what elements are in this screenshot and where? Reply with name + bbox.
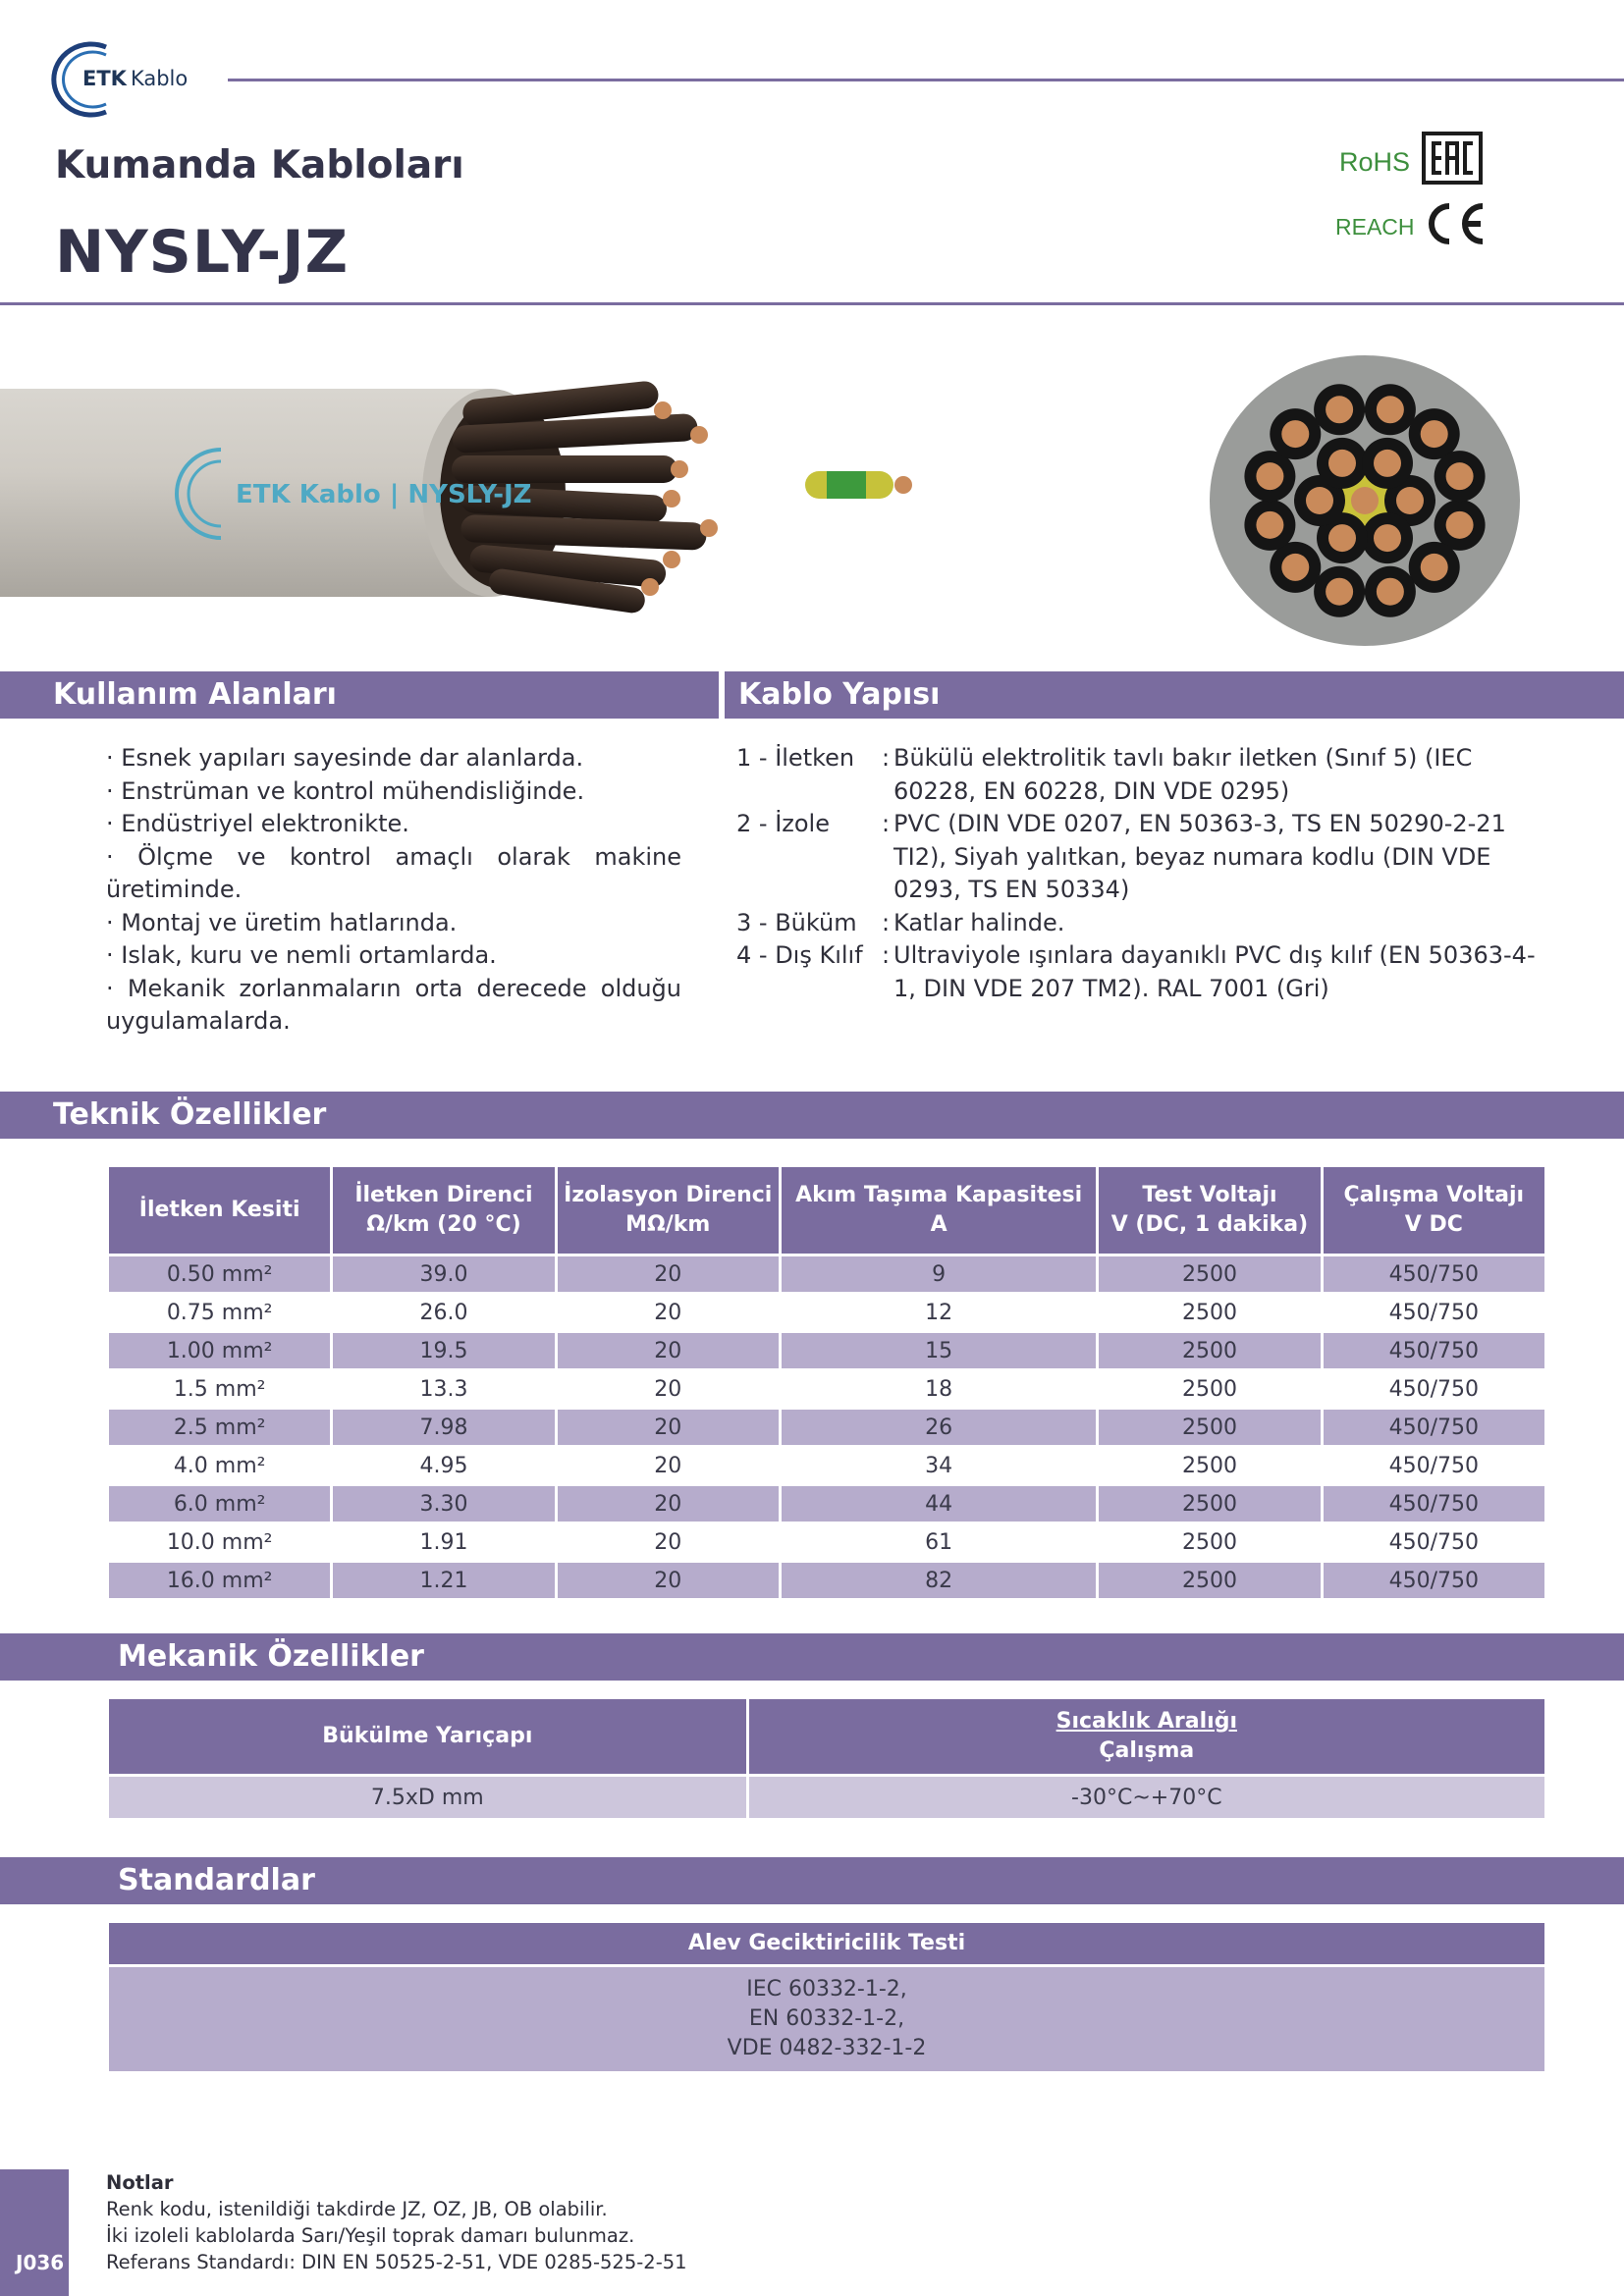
page-code: J036 <box>16 2251 65 2274</box>
table-cell: 26 <box>782 1410 1096 1445</box>
eac-mark-icon <box>1422 132 1483 185</box>
core-conductor <box>1256 462 1283 490</box>
structure-value: Ultraviyole ışınlara dayanıklı PVC dış kılıf (EN 50363-4-1, DIN VDE 207 TM2). RAL 7001 (Gri) <box>893 941 1536 1002</box>
table-cell: 10.0 mm² <box>109 1524 330 1560</box>
temperature-header: Sıcaklık Aralığı Çalışma <box>749 1699 1544 1774</box>
ce-mark-icon <box>1420 198 1489 249</box>
core-conductor <box>1326 396 1353 423</box>
table-row <box>109 1295 1544 1330</box>
table-header: İzolasyon Direnci MΩ/km <box>558 1167 779 1254</box>
notes-title: Notlar <box>106 2171 174 2194</box>
core-conductor <box>1421 554 1448 581</box>
table-cell: 4.0 mm² <box>109 1448 330 1483</box>
table-cell: 2.5 mm² <box>109 1410 330 1445</box>
usage-item: · Endüstriyel elektronikte. <box>106 810 409 837</box>
table-cell: 6.0 mm² <box>109 1486 330 1522</box>
table-cell: 20 <box>558 1256 779 1292</box>
usage-section-header: Kullanım Alanları <box>0 671 719 719</box>
table-cell: 1.21 <box>333 1563 554 1598</box>
cable-print-text: ETK Kablo | NYSLY-JZ <box>236 480 532 509</box>
core-conductor <box>1377 578 1404 606</box>
structure-label: 4 - Dış Kılıf <box>736 941 863 969</box>
table-cell: 20 <box>558 1563 779 1598</box>
table-cell: 1.00 mm² <box>109 1333 330 1368</box>
bend-radius-header: Bükülme Yarıçapı <box>109 1699 746 1774</box>
table-cell: 2500 <box>1099 1563 1320 1598</box>
technical-section-header: Teknik Özellikler <box>0 1092 1624 1139</box>
category-title: Kumanda Kabloları <box>55 143 464 187</box>
standards-section-header: Standardlar <box>0 1857 1624 1904</box>
table-cell: 1.91 <box>333 1524 554 1560</box>
table-cell: 20 <box>558 1448 779 1483</box>
table-row <box>109 1371 1544 1407</box>
table-row <box>109 1448 1544 1483</box>
usage-item: · Enstrüman ve kontrol mühendisliğinde. <box>106 776 585 805</box>
usage-item: · Ölçme ve kontrol amaçlı olarak makine üretiminde. <box>106 842 681 903</box>
table-cell: 20 <box>558 1410 779 1445</box>
core-conductor <box>1281 420 1309 448</box>
table-cell: 16.0 mm² <box>109 1563 330 1598</box>
brand-logo-text: ETK Kablo <box>82 67 189 90</box>
table-cell: 3.30 <box>333 1486 554 1522</box>
table-cell: 7.98 <box>333 1410 554 1445</box>
core-conductor <box>1281 554 1309 581</box>
usage-list <box>106 742 681 1039</box>
table-header: Çalışma Voltajı V DC <box>1324 1167 1544 1254</box>
technical-table <box>106 1164 1547 1601</box>
table-cell: 2500 <box>1099 1524 1320 1560</box>
notes-block <box>106 2169 687 2275</box>
table-header: İletken Direnci Ω/km (20 °C) <box>333 1167 554 1254</box>
table-cell: 450/750 <box>1324 1371 1544 1407</box>
cable-cross-section-image <box>1208 353 1522 648</box>
rohs-label: RoHS <box>1339 147 1411 177</box>
table-cell: 20 <box>558 1486 779 1522</box>
table-cell: 20 <box>558 1524 779 1560</box>
table-cell: 2500 <box>1099 1256 1320 1292</box>
core-conductor <box>1256 511 1283 539</box>
usage-item: · Esnek yapıları sayesinde dar alanlarda. <box>106 744 584 772</box>
core-conductor <box>1446 462 1474 490</box>
table-cell: 20 <box>558 1333 779 1368</box>
core-conductor <box>1328 450 1356 477</box>
table-cell: 450/750 <box>1324 1563 1544 1598</box>
table-cell: 15 <box>782 1333 1096 1368</box>
flame-test-values: IEC 60332-1-2, EN 60332-1-2, VDE 0482-332-1-2 <box>109 1967 1544 2071</box>
structure-value: Bükülü elektrolitik tavlı bakır iletken (Sınıf 5) (IEC 60228, EN 60228, DIN VDE 0295) <box>893 744 1473 805</box>
note-line: İki izoleli kablolarda Sarı/Yeşil toprak damarı bulunmaz. <box>106 2224 635 2247</box>
temperature-value: -30°C~+70°C <box>749 1777 1544 1818</box>
table-cell: 2500 <box>1099 1333 1320 1368</box>
core-conductor <box>1351 487 1379 514</box>
usage-item: · Mekanik zorlanmaların orta derecede olduğu uygulamalarda. <box>106 974 681 1035</box>
table-cell: 82 <box>782 1563 1096 1598</box>
table-cell: 450/750 <box>1324 1256 1544 1292</box>
table-cell: 2500 <box>1099 1295 1320 1330</box>
core-conductor <box>1374 450 1401 477</box>
core-conductor <box>1374 524 1401 552</box>
technical-table-body <box>109 1256 1544 1598</box>
structure-row: 2 - İzole : PVC (DIN VDE 0207, EN 50363-3, TS EN 50290-2-21 TI2), Siyah yalıtkan, beyaz numara kodlu (DIN VDE 0293, TS EN 50334) <box>736 808 1542 907</box>
structure-value: PVC (DIN VDE 0207, EN 50363-3, TS EN 50290-2-21 TI2), Siyah yalıtkan, beyaz numara kodlu (DIN VDE 0293, TS EN 50334) <box>893 810 1506 903</box>
structure-list <box>736 742 1542 1005</box>
product-title: NYSLY-JZ <box>55 218 350 287</box>
table-cell: 26.0 <box>333 1295 554 1330</box>
table-header: Test Voltajı V (DC, 1 dakika) <box>1099 1167 1320 1254</box>
table-cell: 450/750 <box>1324 1524 1544 1560</box>
core-conductor <box>1377 396 1404 423</box>
table-row <box>109 1410 1544 1445</box>
flame-test-header: Alev Geciktiricilik Testi <box>109 1923 1544 1964</box>
structure-row: 1 - İletken : Bükülü elektrolitik tavlı bakır iletken (Sınıf 5) (IEC 60228, EN 60228, DIN VDE 0295) <box>736 742 1542 808</box>
page-number-tab <box>0 2169 69 2296</box>
table-cell: 2500 <box>1099 1371 1320 1407</box>
table-cell: 20 <box>558 1295 779 1330</box>
header-rule <box>0 302 1624 305</box>
mechanical-section-header: Mekanik Özellikler <box>0 1633 1624 1681</box>
table-cell: 13.3 <box>333 1371 554 1407</box>
table-cell: 34 <box>782 1448 1096 1483</box>
cable-side-image <box>0 381 943 616</box>
reach-label: REACH <box>1335 214 1415 240</box>
structure-value: Katlar halinde. <box>893 908 1065 936</box>
table-cell: 39.0 <box>333 1256 554 1292</box>
table-row <box>109 1524 1544 1560</box>
core-conductor <box>1446 511 1474 539</box>
table-cell: 20 <box>558 1371 779 1407</box>
table-cell: 2500 <box>1099 1410 1320 1445</box>
table-cell: 450/750 <box>1324 1295 1544 1330</box>
table-header: İletken Kesiti <box>109 1167 330 1254</box>
table-row <box>109 1256 1544 1292</box>
bend-radius-value: 7.5xD mm <box>109 1777 746 1818</box>
table-cell: 450/750 <box>1324 1486 1544 1522</box>
structure-row: 4 - Dış Kılıf : Ultraviyole ışınlara dayanıklı PVC dış kılıf (EN 50363-4-1, DIN VDE 207 TM2). RAL 7001 (Gri) <box>736 939 1542 1005</box>
table-cell: 4.95 <box>333 1448 554 1483</box>
table-cell: 450/750 <box>1324 1410 1544 1445</box>
usage-item: · Islak, kuru ve nemli ortamlarda. <box>106 941 497 969</box>
core-conductor <box>1396 487 1424 514</box>
table-row <box>109 1486 1544 1522</box>
core-conductor <box>1421 420 1448 448</box>
table-cell: 0.75 mm² <box>109 1295 330 1330</box>
table-cell: 2500 <box>1099 1448 1320 1483</box>
core-conductor <box>1326 578 1353 606</box>
note-line: Renk kodu, istenildiği takdirde JZ, OZ, JB, OB olabilir. <box>106 2198 608 2220</box>
core-conductor <box>1328 524 1356 552</box>
core-conductor <box>1306 487 1333 514</box>
table-cell: 450/750 <box>1324 1333 1544 1368</box>
table-cell: 450/750 <box>1324 1448 1544 1483</box>
note-line: Referans Standardı: DIN EN 50525-2-51, VDE 0285-525-2-51 <box>106 2251 687 2273</box>
usage-item: · Montaj ve üretim hatlarında. <box>106 908 458 936</box>
structure-label: 3 - Büküm <box>736 908 857 936</box>
table-cell: 12 <box>782 1295 1096 1330</box>
table-cell: 19.5 <box>333 1333 554 1368</box>
table-cell: 2500 <box>1099 1486 1320 1522</box>
table-cell: 61 <box>782 1524 1096 1560</box>
table-cell: 1.5 mm² <box>109 1371 330 1407</box>
table-row <box>109 1333 1544 1368</box>
structure-section-header: Kablo Yapısı <box>725 671 1624 719</box>
standards-table <box>106 1920 1547 2074</box>
table-header: Akım Taşıma Kapasitesi A <box>782 1167 1096 1254</box>
structure-row: 3 - Büküm : Katlar halinde. <box>736 907 1542 940</box>
table-cell: 9 <box>782 1256 1096 1292</box>
table-cell: 18 <box>782 1371 1096 1407</box>
structure-label: 2 - İzole <box>736 810 830 837</box>
table-cell: 44 <box>782 1486 1096 1522</box>
top-rule <box>228 79 1624 81</box>
mechanical-table <box>106 1696 1547 1821</box>
table-row <box>109 1563 1544 1598</box>
structure-label: 1 - İletken <box>736 744 855 772</box>
table-cell: 0.50 mm² <box>109 1256 330 1292</box>
